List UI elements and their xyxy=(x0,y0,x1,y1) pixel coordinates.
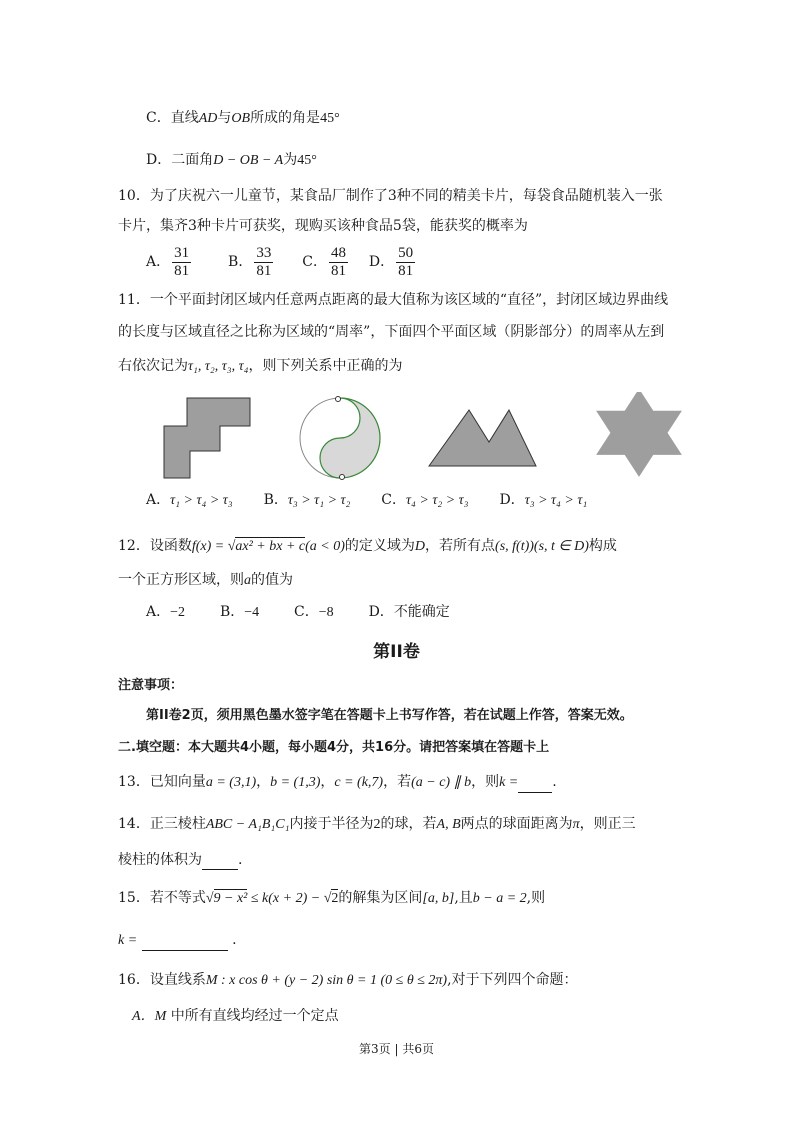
math-vec-a: a = (3,1) xyxy=(205,775,257,790)
q15-line1 xyxy=(118,888,545,909)
q14-text2: 内接于半径为 xyxy=(289,816,374,832)
q11-line1: 11．一个平面封闭区域内任意两点距离的最大值称为该区域的“直径”，封闭区域边界曲线 xyxy=(118,292,669,308)
option-value: −4 xyxy=(244,605,260,620)
period: . xyxy=(238,852,243,868)
q15-text: 15．若不等式 xyxy=(118,890,206,906)
q13-text2: ，若 xyxy=(383,774,412,790)
q9-c-text3: 所成的角是 xyxy=(250,110,321,126)
option-label: D． xyxy=(146,152,172,168)
q10-option-a xyxy=(146,244,193,279)
answer-blank[interactable] xyxy=(518,792,552,793)
option-expr: τ₄ > τ₂ > τ₃ xyxy=(406,493,469,508)
q12-option-a xyxy=(146,604,185,620)
q16-text2: ,对于下列四个命题： xyxy=(447,972,578,988)
math-ob: OB xyxy=(231,111,251,126)
q11-options xyxy=(146,490,587,511)
section-title: 第II卷 xyxy=(373,642,420,662)
q12-line2 xyxy=(118,570,293,591)
q12-option-b xyxy=(220,604,259,620)
q9-d-text: 二面角 xyxy=(171,152,214,168)
numerator: 33 xyxy=(256,244,272,261)
q9-c-text2: 与 xyxy=(217,110,232,126)
q13-text3: ，则 xyxy=(471,774,500,790)
q11-line3-text2: ，则下列关系中正确的为 xyxy=(248,358,403,374)
q14-line2 xyxy=(118,850,242,870)
fraction xyxy=(329,245,348,280)
q16-option-a xyxy=(132,1006,339,1027)
star-region xyxy=(597,392,681,476)
q10-options xyxy=(146,244,417,280)
q9-d-text2: 为 xyxy=(283,152,298,168)
q12-line1 xyxy=(118,536,617,557)
option-label: A． xyxy=(146,254,171,270)
math-interval: [a, b] xyxy=(422,891,455,906)
math-a: a xyxy=(244,573,251,588)
denominator: 81 xyxy=(398,262,414,279)
staircase-region xyxy=(164,398,250,478)
option-label: A． xyxy=(146,492,171,508)
q12-options xyxy=(146,602,450,623)
answer-blank[interactable] xyxy=(202,869,238,870)
q14-line1 xyxy=(118,814,636,835)
math-radicand: 9 − x² xyxy=(213,891,248,906)
q13: 13．已知向量a = (3,1)，b = (1,3)，c = (k,7)，若(a − c) ∥ b，则k = . xyxy=(118,772,557,793)
math-radicand2: 2 xyxy=(331,891,339,906)
q11-line2: 的长度与区域直径之比称为区域的“周率”，下面四个平面区域（阴影部分）的周率从左到 xyxy=(118,324,665,340)
q15-line2 xyxy=(118,930,237,951)
math-radicand: ax² + bx + c xyxy=(235,539,306,554)
option-label: D． xyxy=(368,254,395,270)
option-expr: τ₃ > τ₁ > τ₂ xyxy=(287,493,351,508)
option-value: 不能确定 xyxy=(393,604,450,620)
q10-option-d xyxy=(368,244,417,279)
q16 xyxy=(118,970,578,991)
math-radius: 2 xyxy=(373,817,381,832)
answer-blank[interactable] xyxy=(142,950,228,951)
top-point xyxy=(336,397,341,402)
option-text: 中所有直线均经过一个定点 xyxy=(170,1008,339,1024)
sqrt-sign: √ xyxy=(205,891,214,906)
math-m: M xyxy=(154,1009,167,1024)
option-label: B． xyxy=(219,604,245,620)
q14-text: 14．正三棱柱 xyxy=(118,816,206,832)
q11-option-d xyxy=(499,492,587,508)
sqrt-sign: √ xyxy=(227,539,236,554)
q10-line1: 10．为了庆祝六一儿童节，某食品厂制作了3种不同的精美卡片，每袋食品随机装入一张 xyxy=(118,188,663,204)
q15-text4: ,则 xyxy=(526,890,546,906)
numerator: 48 xyxy=(330,244,346,261)
fill-in-instructions: 二.填空题：本大题共4小题，每小题4分，共16分。请把答案填在答题卡上 xyxy=(118,740,550,755)
option-label: C． xyxy=(302,254,327,270)
option-label: C． xyxy=(146,110,171,126)
q9-d-value: 45° xyxy=(297,153,317,168)
q11-option-b xyxy=(264,492,351,508)
option-label: D． xyxy=(499,492,525,508)
math-vec-c: c = (k,7) xyxy=(334,775,384,790)
math-k: k = xyxy=(499,775,519,790)
math-ab: A, B xyxy=(436,817,461,832)
q12-text4: 构成 xyxy=(588,538,617,554)
option-expr: τ₃ > τ₄ > τ₁ xyxy=(524,493,588,508)
fraction xyxy=(172,245,191,280)
option-label: C． xyxy=(381,492,407,508)
denominator: 81 xyxy=(330,262,346,279)
q11-option-c xyxy=(381,492,468,508)
q12-text: 12．设函数 xyxy=(118,538,192,554)
sqrt-sign: √ xyxy=(323,891,332,906)
math-domain: D xyxy=(414,539,426,554)
numerator: 31 xyxy=(174,244,190,261)
q14-text3: 的球，若 xyxy=(380,816,437,832)
two-peaks-region xyxy=(429,410,536,466)
option-label: A． xyxy=(146,604,171,620)
option-value: −8 xyxy=(318,605,334,620)
numerator: 50 xyxy=(398,244,414,261)
option-label: B． xyxy=(228,254,253,270)
q11-line3 xyxy=(118,356,403,377)
option-expr: τ₁ > τ₄ > τ₃ xyxy=(170,493,233,508)
q9-c-value: 45° xyxy=(320,111,340,126)
bottom-point xyxy=(340,475,345,480)
denominator: 81 xyxy=(256,262,272,279)
q10-line2: 卡片，集齐3种卡片可获奖，现购买该种食品5袋，能获奖的概率为 xyxy=(118,218,528,234)
denominator: 81 xyxy=(174,262,190,279)
q12-line2-text: 一个正方形区域，则 xyxy=(118,572,244,588)
q10-option-c xyxy=(302,244,350,279)
q12-option-d xyxy=(369,604,450,620)
math-taus: τ₁, τ₂, τ₃, τ₄ xyxy=(188,359,249,374)
math-pi: π xyxy=(572,817,580,832)
q16-text: 16．设直线系 xyxy=(118,972,206,988)
page-footer: 第3页 | 共6页 xyxy=(359,1042,434,1056)
math-length: b − a = 2 xyxy=(472,891,527,906)
option-label: A． xyxy=(132,1009,155,1024)
q9-c-text: 直线 xyxy=(170,110,199,126)
fraction xyxy=(254,245,273,280)
q12-text3: ，若所有点 xyxy=(425,538,496,554)
math-condition: (a < 0) xyxy=(305,539,345,554)
q13-text: 13．已知向量 xyxy=(118,774,206,790)
q12-option-c xyxy=(294,604,334,620)
math-point: (s, f(t))(s, t ∈ D) xyxy=(495,539,589,554)
q14-text5: ，则正三 xyxy=(579,816,636,832)
option-label: C． xyxy=(294,604,319,620)
q10-option-b xyxy=(228,244,275,279)
period: . xyxy=(232,932,237,948)
math-parallel: (a − c) ∥ b xyxy=(411,775,472,790)
q11-option-a xyxy=(146,492,233,508)
q12-text2: 的定义域为 xyxy=(344,538,415,554)
math-ad: AD xyxy=(198,111,218,126)
math-f: f(x) = xyxy=(191,539,228,554)
notice-line1: 第II卷2页，须用黑色墨水签字笔在答题卡上书写作答，若在试题上作答，答案无效。 xyxy=(146,708,633,723)
q15-text2: 的解集为区间 xyxy=(338,890,423,906)
math-inequality: ≤ k(x + 2) − xyxy=(247,891,324,906)
q11-figures xyxy=(150,392,690,492)
math-line-family: M : x cos θ + (y − 2) sin θ = 1 (0 ≤ θ ≤ 2π) xyxy=(205,973,448,988)
q14-text4: 两点的球面距离为 xyxy=(460,816,573,832)
q12-line2-text2: 的值为 xyxy=(251,572,293,588)
option-label: D． xyxy=(368,604,394,620)
q9-option-d xyxy=(146,150,317,171)
fraction xyxy=(396,245,415,280)
q11-line3-text: 右依次记为 xyxy=(118,358,188,374)
option-value: −2 xyxy=(170,605,186,620)
notice-title: 注意事项： xyxy=(118,678,184,693)
math-prism: ABC − A₁B₁C₁ xyxy=(205,817,290,832)
math-dihedral: D − OB − A xyxy=(213,153,284,168)
option-label: B． xyxy=(263,492,288,508)
period: . xyxy=(552,774,557,790)
q9-option-c xyxy=(146,108,340,129)
q14-line2-text: 棱柱的体积为 xyxy=(118,852,202,868)
math-vec-b: b = (1,3) xyxy=(270,775,321,790)
math-k: k = xyxy=(118,933,138,948)
q15-text3: ,且 xyxy=(454,890,473,906)
